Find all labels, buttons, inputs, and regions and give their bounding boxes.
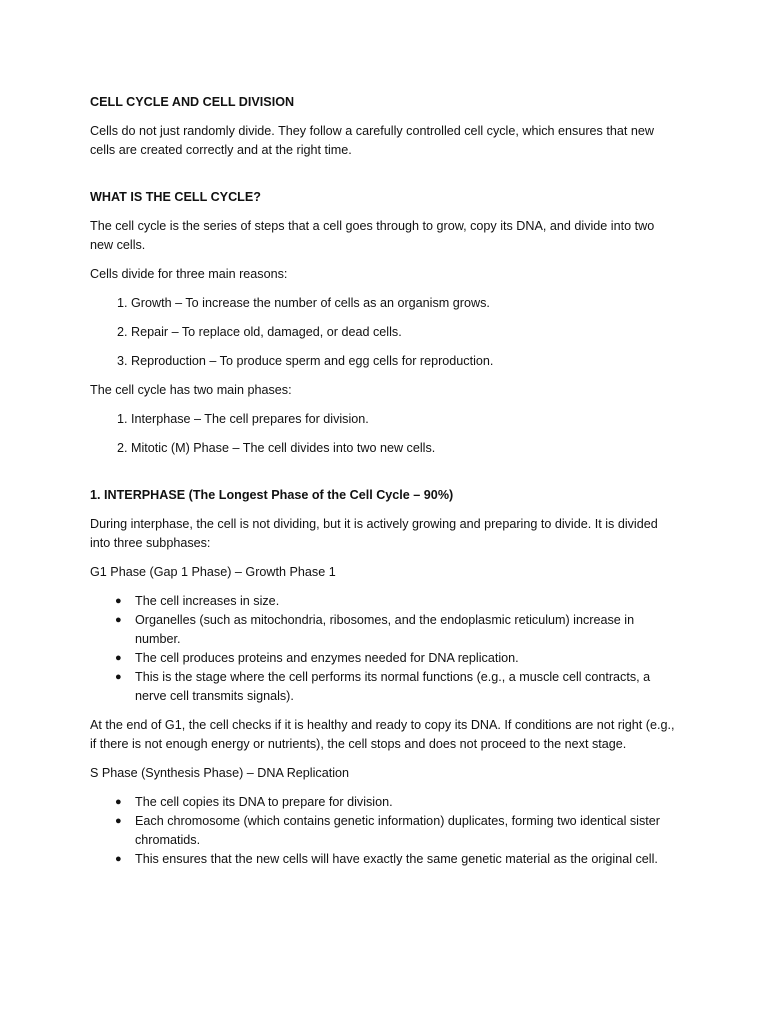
reasons-list [90,294,680,371]
bullet-icon: ● [115,595,122,607]
reasons-intro: Cells divide for three main reasons: [90,267,288,281]
bullet-icon: ● [115,614,122,626]
list-item: 1. Interphase – The cell prepares for division. [117,412,369,426]
list-item: ● The cell produces proteins and enzymes needed for DNA replication. [90,649,680,668]
phases-intro: The cell cycle has two main phases: [90,383,292,397]
list-item: 2. Mitotic (M) Phase – The cell divides into two new cells. [117,441,436,455]
document-title: CELL CYCLE AND CELL DIVISION [90,95,295,109]
list-item: ● This is the stage where the cell performs its normal functions (e.g., a muscle cell contracts, a nerve cell transmits signals). [115,670,651,703]
s-phase-title: S Phase (Synthesis Phase) – DNA Replication [90,766,350,780]
document-page [90,93,680,879]
bullet-icon: ● [115,671,122,683]
bullet-icon: ● [115,652,122,664]
bullet-icon: ● [115,815,122,827]
bullet-icon: ● [115,796,122,808]
phases-list [90,410,680,458]
definition-paragraph: The cell cycle is the series of steps that a cell goes through to grow, copy its DNA, and divide into two new cells. [90,219,655,252]
list-item: ● Organelles (such as mitochondria, ribosomes, and the endoplasmic reticulum) increase in number. [115,613,635,646]
list-item: 3. Reproduction – To produce sperm and egg cells for reproduction. [117,354,494,368]
g1-checkpoint-paragraph: At the end of G1, the cell checks if it is healthy and ready to copy its DNA. If conditions are not right (e.g., if there is not enough energy or nutrients), the cell stops and does not proceed to the next stage. [90,718,675,751]
list-item: ● The cell increases in size. [90,592,680,611]
section-heading-interphase: 1. INTERPHASE (The Longest Phase of the Cell Cycle – 90%) [90,488,454,502]
list-item: 2. Repair – To replace old, damaged, or dead cells. [117,325,402,339]
list-item: ● Each chromosome (which contains genetic information) duplicates, forming two identical sister chromatids. [115,814,660,847]
g1-phase-title: G1 Phase (Gap 1 Phase) – Growth Phase 1 [90,565,336,579]
bullet-icon: ● [115,853,122,865]
s-bullet-list [90,793,680,869]
list-item: 1. Growth – To increase the number of cells as an organism grows. [117,296,490,310]
g1-bullet-list [90,592,680,706]
list-item: ● The cell copies its DNA to prepare for division. [90,793,680,812]
section-heading-cell-cycle: WHAT IS THE CELL CYCLE? [90,190,261,204]
interphase-intro: During interphase, the cell is not dividing, but it is actively growing and preparing to divide. It is divided into three subphases: [90,517,658,550]
list-item: ● This ensures that the new cells will have exactly the same genetic material as the original cell. [90,850,680,869]
intro-paragraph: Cells do not just randomly divide. They follow a carefully controlled cell cycle, which ensures that new cells are created correctly and at the right time. [90,124,654,157]
